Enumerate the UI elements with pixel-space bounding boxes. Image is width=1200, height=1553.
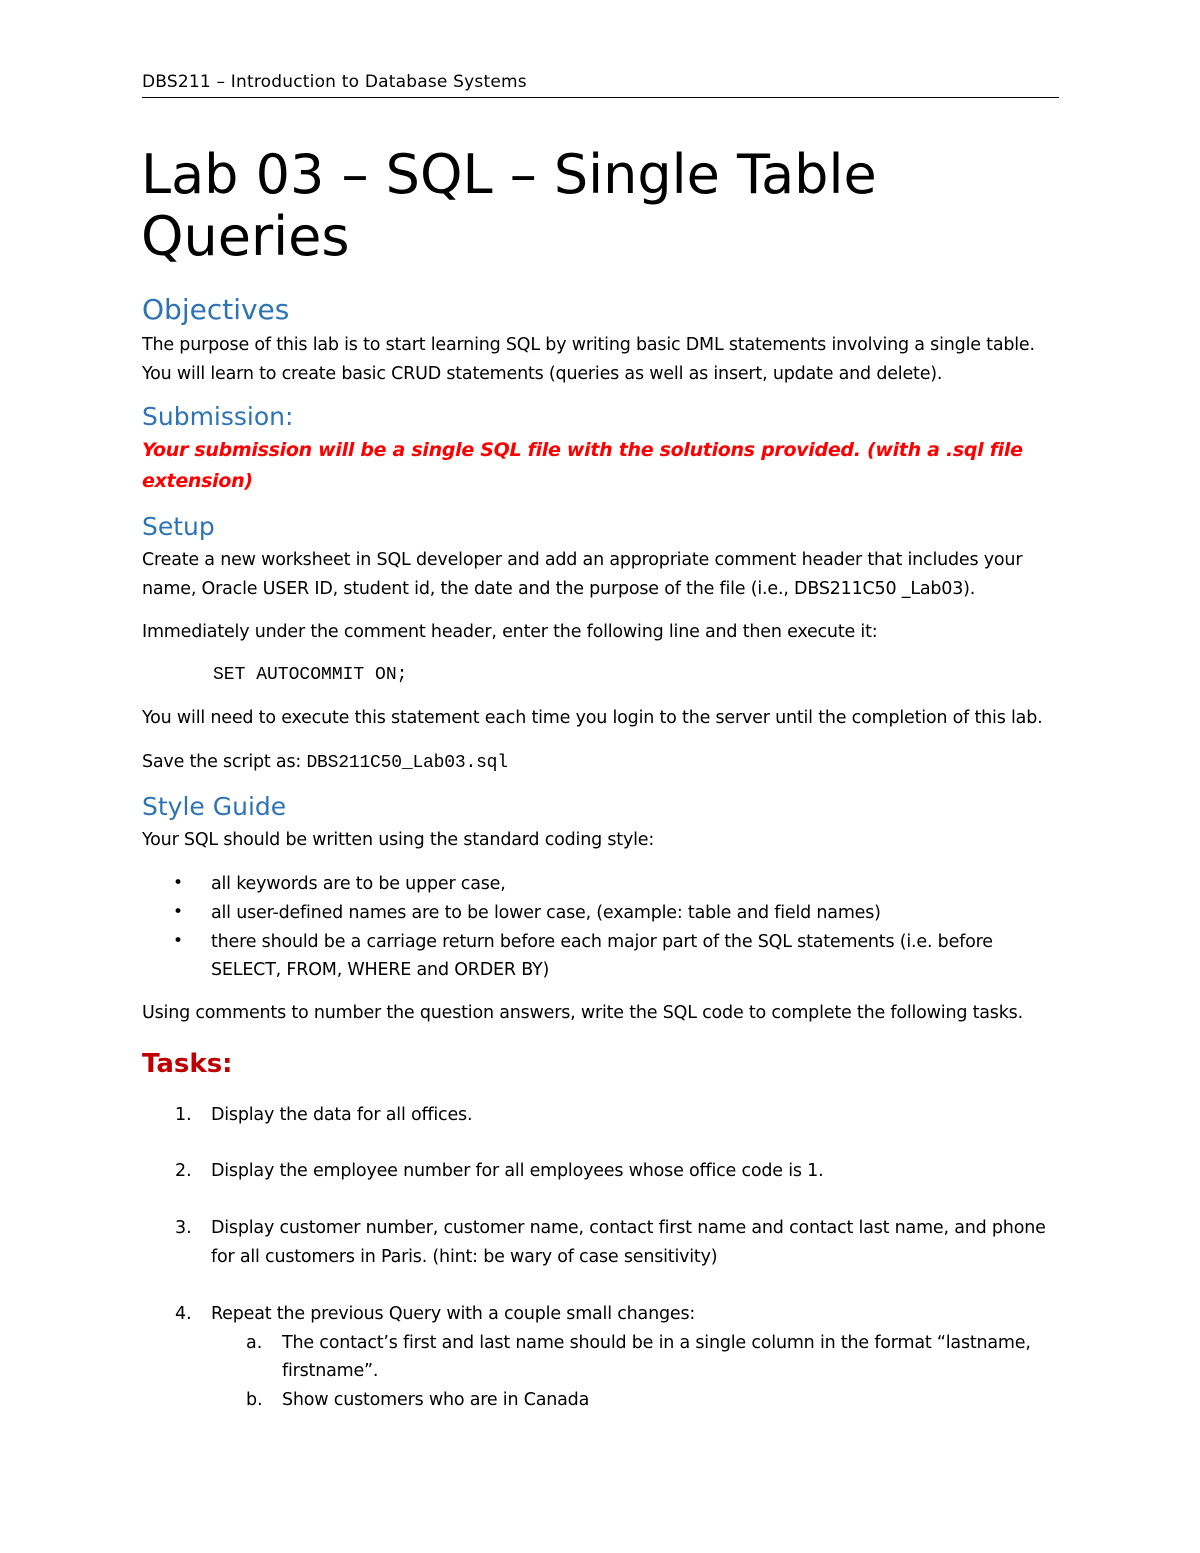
save-script-label: Save the script as: [142,752,307,772]
save-script-filename: DBS211C50_Lab03.sql [306,753,508,773]
submission-text-2: extension) [142,470,253,492]
submission-text-1: Your submission will be a single SQL file with the solutions provided. (with a .sql file [142,439,1023,461]
task-4-text: Repeat the previous Query with a couple small changes: [211,1304,696,1324]
running-header: DBS211 – Introduction to Database Systems [142,72,527,92]
style-guide-intro: Your SQL should be written using the standard coding style: [142,830,655,850]
style-bullet-2: all user-defined names are to be lower case, (example: table and field names) [211,903,881,923]
setup-text-2: name, Oracle USER ID, student id, the date and the purpose of the file (i.e., DBS211C50 _Lab03). [142,579,976,599]
page-title-line2: Queries [141,205,350,268]
style-bullet-1: all keywords are to be upper case, [211,874,506,894]
tasks-heading: Tasks: [142,1049,233,1079]
objectives-heading: Objectives [142,293,290,326]
style-bullet-3: there should be a carriage return before each major part of the SQL statements (i.e. before [211,932,993,952]
subtask-a-text-2: firstname”. [282,1361,379,1381]
task-number: 2. [175,1161,192,1181]
bullet-icon: • [173,873,184,893]
subtask-letter: b. [246,1390,263,1410]
task-3-text-2: for all customers in Paris. (hint: be wary of case sensitivity) [211,1247,718,1267]
setup-text-3: Immediately under the comment header, enter the following line and then execute it: [142,622,878,642]
task-number: 1. [175,1105,192,1125]
setup-text-4: You will need to execute this statement each time you login to the server until the completion of this lab. [142,708,1043,728]
bullet-icon: • [173,902,184,922]
task-1-text: Display the data for all offices. [211,1105,473,1125]
task-number: 3. [175,1218,192,1238]
setup-heading: Setup [142,512,215,541]
subtask-a-text-1: The contact’s first and last name should be in a single column in the format “lastname, [282,1333,1031,1353]
task-number: 4. [175,1304,192,1324]
task-3-text-1: Display customer number, customer name, contact first name and contact last name, and phone [211,1218,1046,1238]
submission-heading: Submission: [142,402,294,431]
style-guide-outro: Using comments to number the question answers, write the SQL code to complete the following tasks. [142,1003,1023,1023]
bullet-icon: • [173,931,184,951]
style-bullet-3-cont: SELECT, FROM, WHERE and ORDER BY) [211,960,550,980]
setup-text-1: Create a new worksheet in SQL developer and add an appropriate comment header that includes your [142,550,1023,570]
objectives-text-2: You will learn to create basic CRUD statements (queries as well as insert, update and delete). [142,364,943,384]
autocommit-code: SET AUTOCOMMIT ON; [213,665,408,685]
subtask-b-text: Show customers who are in Canada [282,1390,590,1410]
subtask-letter: a. [246,1333,263,1353]
task-2-text: Display the employee number for all employees whose office code is 1. [211,1161,824,1181]
objectives-text-1: The purpose of this lab is to start learning SQL by writing basic DML statements involving a single table. [142,335,1035,355]
save-script-line [142,752,508,773]
header-rule [142,97,1059,98]
style-guide-heading: Style Guide [142,792,287,821]
page-title-line1: Lab 03 – SQL – Single Table [141,143,877,206]
